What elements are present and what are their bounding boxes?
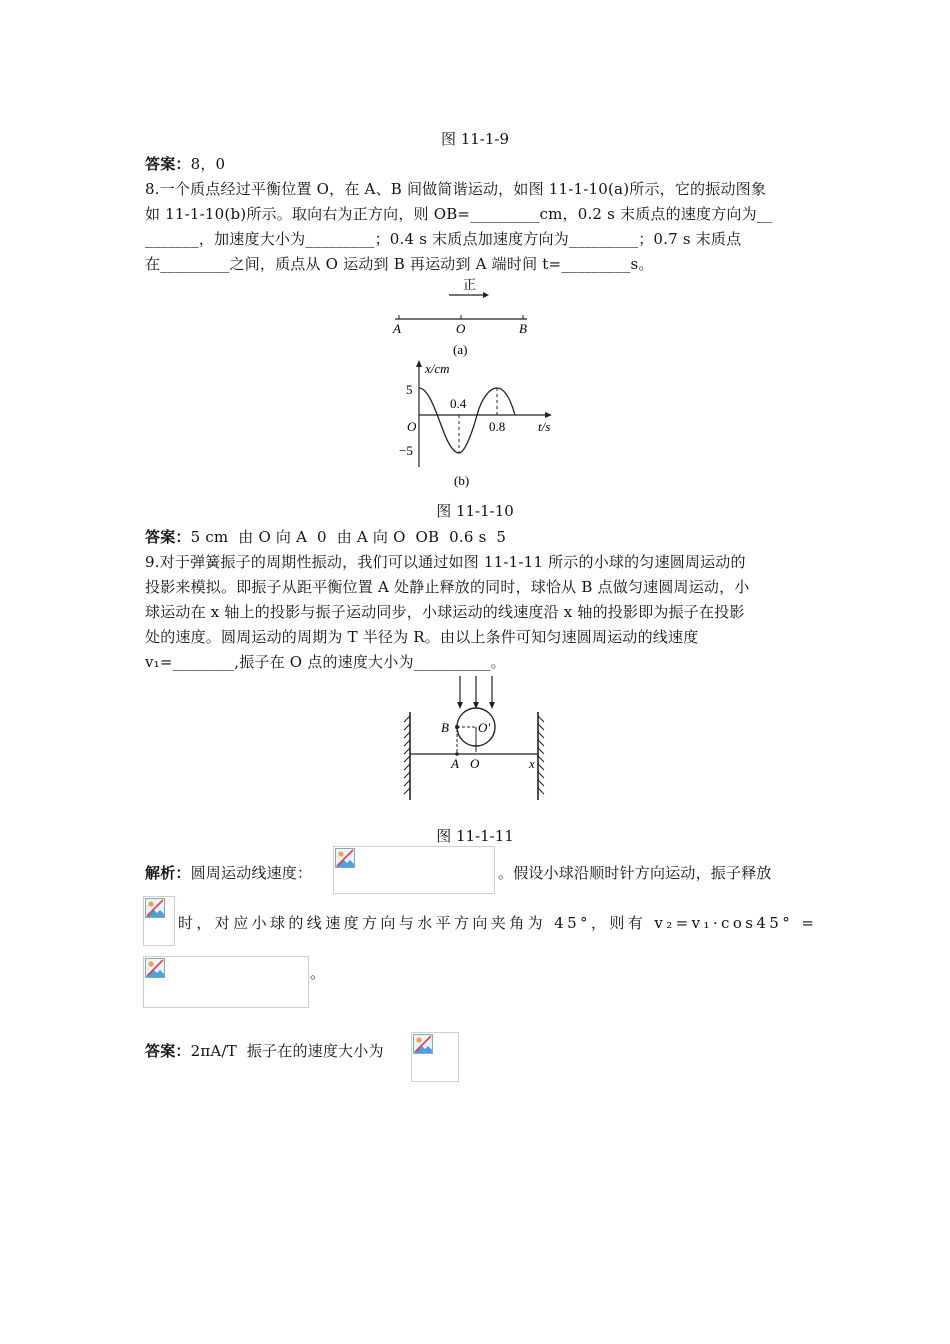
point-B bbox=[455, 725, 459, 729]
formula-image-velocity bbox=[333, 846, 495, 894]
formula-image-answer bbox=[411, 1032, 459, 1082]
light-rays bbox=[457, 676, 495, 709]
broken-image-icon bbox=[413, 1034, 433, 1054]
q9-line-2: 投影来模拟。即振子从距平衡位置 A 处静止释放的同时，球恰从 B 点做匀速圆周运动，小 bbox=[145, 578, 750, 596]
origin-label: O bbox=[407, 419, 417, 434]
q9-line-5: v₁=________,振子在 O 点的速度大小为__________。 bbox=[145, 653, 506, 671]
label-x: x bbox=[529, 756, 535, 771]
answer-label: 答案： bbox=[145, 155, 191, 173]
figure-caption-11-1-10: 图 11-1-10 bbox=[436, 502, 514, 520]
label-A: A bbox=[451, 756, 459, 771]
left-wall bbox=[404, 712, 410, 800]
analysis-text-3: 时，对应小球的线速度方向与水平方向夹角为 45°，则有 v₂=v₁·cos45° = bbox=[178, 914, 818, 932]
y-axis-label: x/cm bbox=[425, 361, 450, 376]
formula-image-release bbox=[143, 896, 175, 946]
broken-image-icon bbox=[145, 898, 165, 918]
broken-image-icon bbox=[145, 958, 165, 978]
answer-label: 答案： bbox=[145, 528, 191, 546]
y-tick-5: 5 bbox=[406, 382, 413, 397]
label-O: O bbox=[470, 756, 480, 771]
answer-q9 bbox=[145, 1040, 384, 1061]
q9-line-3: 球运动在 x 轴上的投影与振子运动同步，小球运动的线速度沿 x 轴的投影即为振子在投影 bbox=[145, 603, 745, 621]
t-axis-label: t/s bbox=[538, 419, 551, 434]
figure-b-label: (b) bbox=[454, 473, 470, 488]
answer-text: 2πA/T 振子在的速度大小为 bbox=[190, 1042, 384, 1060]
answer-text: 8，0 bbox=[190, 155, 226, 173]
figure-11-1-10 bbox=[385, 275, 565, 493]
point-O-label: O bbox=[456, 321, 466, 336]
label-O-prime: O′ bbox=[478, 720, 491, 735]
formula-image-result bbox=[143, 956, 309, 1008]
figure-11-1-11 bbox=[398, 672, 550, 804]
answer-q7 bbox=[145, 153, 225, 174]
figure-a bbox=[392, 277, 527, 357]
t-axis-arrow bbox=[545, 412, 552, 418]
y-tick-neg5: −5 bbox=[399, 443, 413, 458]
q9-line-4: 处的速度。圆周运动的周期为 T 半径为 R。由以上条件可知匀速圆周运动的线速度 bbox=[145, 628, 699, 646]
positive-direction-label: 正 bbox=[463, 277, 477, 292]
q8-line-2: 如 11-1-10(b)所示。取向右为正方向，则 OB=_________cm，0.2 s 末质点的速度方向为__ bbox=[145, 205, 773, 223]
analysis-text-2: 。假设小球沿顺时针方向运动，振子释放 bbox=[498, 864, 772, 882]
answer-text: 5 cm 由 O 向 A 0 由 A 向 O OB 0.6 s 5 bbox=[190, 528, 507, 546]
t-tick-0.4: 0.4 bbox=[450, 396, 467, 411]
point-B-label: B bbox=[519, 321, 527, 336]
analysis-line-1 bbox=[145, 862, 312, 883]
analysis-text-1: 圆周运动线速度： bbox=[190, 864, 313, 882]
figure-caption-11-1-11: 图 11-1-11 bbox=[436, 827, 514, 845]
answer-q8 bbox=[145, 526, 506, 547]
analysis-label: 解析： bbox=[145, 864, 191, 882]
analysis-text-4: 。 bbox=[310, 964, 326, 982]
right-wall bbox=[538, 712, 544, 800]
q8-line-3: _______，加速度大小为_________；0.4 s 末质点加速度方向为_________；0.7 s 末质点 bbox=[145, 230, 742, 248]
broken-image-icon bbox=[335, 848, 355, 868]
answer-label: 答案： bbox=[145, 1042, 191, 1060]
label-B: B bbox=[441, 720, 449, 735]
q8-line-1: 8.一个质点经过平衡位置 O，在 A、B 间做简谐运动，如图 11-1-10(a)所示，它的振动图象 bbox=[145, 180, 767, 198]
direction-arrow-head bbox=[483, 292, 489, 298]
figure-b bbox=[399, 360, 552, 488]
y-axis-arrow bbox=[416, 360, 422, 367]
point-A-label: A bbox=[393, 321, 401, 336]
q8-line-4: 在_________之间，质点从 O 运动到 B 再运动到 A 端时间 t=_________s。 bbox=[145, 255, 654, 273]
q9-line-1: 9.对于弹簧振子的周期性振动，我们可以通过如图 11-1-11 所示的小球的匀速圆周运动的 bbox=[145, 553, 746, 571]
figure-caption-11-1-9: 图 11-1-9 bbox=[440, 130, 510, 148]
figure-a-label: (a) bbox=[453, 342, 468, 357]
t-tick-0.8: 0.8 bbox=[489, 419, 506, 434]
